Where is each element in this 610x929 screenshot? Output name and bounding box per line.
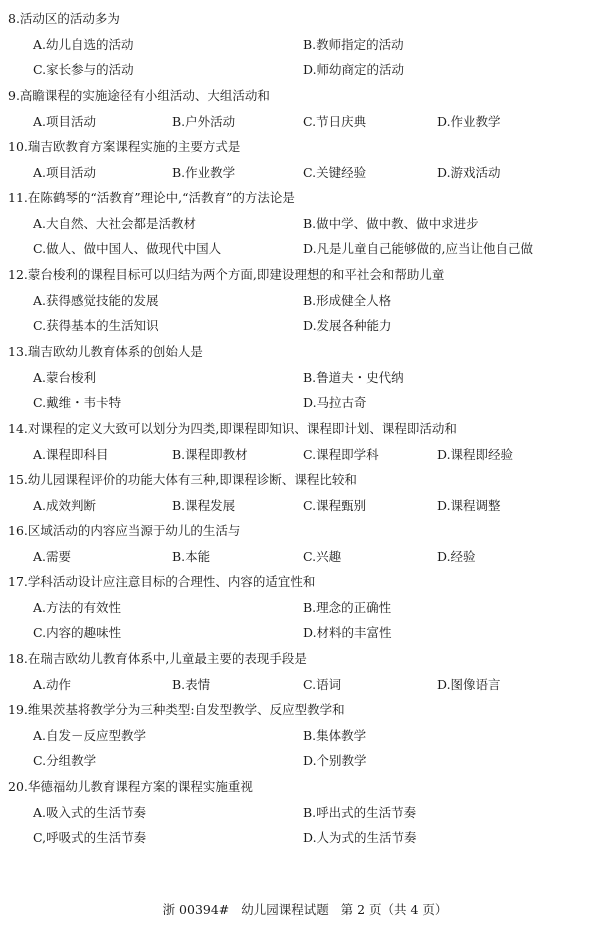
question-14-stem: 14.对课程的定义大致可以划分为四类,即课程即知识、课程即计划、课程即活动和 xyxy=(8,421,457,436)
question-17-option-a: A.方法的有效性 xyxy=(33,600,122,615)
question-19-option-b: B.集体教学 xyxy=(303,728,367,743)
question-13-stem: 13.瑞吉欧幼儿教育体系的创始人是 xyxy=(8,344,203,359)
question-20-option-d: D.人为式的生活节奏 xyxy=(303,830,417,845)
question-9-option-d: D.作业教学 xyxy=(437,114,501,129)
question-19-option-a: A.自发－反应型教学 xyxy=(33,728,147,743)
question-11-option-b: B.做中学、做中教、做中求进步 xyxy=(303,216,479,231)
question-8-option-a: A.幼儿自选的活动 xyxy=(33,37,134,52)
question-8-option-d: D.师幼商定的活动 xyxy=(303,62,405,77)
question-16-option-c: C.兴趣 xyxy=(303,549,342,564)
question-14-option-a: A.课程即科目 xyxy=(33,447,109,462)
question-17-option-d: D.材料的丰富性 xyxy=(303,625,392,640)
question-11-option-c: C.做人、做中国人、做现代中国人 xyxy=(33,241,222,256)
question-11-option-d: D.凡是儿童自己能够做的,应当让他自己做 xyxy=(303,241,534,256)
question-10-option-b: B.作业教学 xyxy=(172,165,236,180)
question-15-option-b: B.课程发展 xyxy=(172,498,236,513)
question-17-stem: 17.学科活动设计应注意目标的合理性、内容的适宜性和 xyxy=(8,574,316,589)
question-13-option-d: D.马拉古奇 xyxy=(303,395,367,410)
question-9-option-b: B.户外活动 xyxy=(172,114,236,129)
question-14-option-b: B.课程即教材 xyxy=(172,447,248,462)
question-11-stem: 11.在陈鹤琴的“活教育”理论中,“活教育”的方法论是 xyxy=(8,190,295,205)
question-11-option-a: A.大自然、大社会都是活教材 xyxy=(33,216,197,231)
question-15-option-c: C.课程甄别 xyxy=(303,498,367,513)
question-14-option-c: C.课程即学科 xyxy=(303,447,379,462)
question-15-stem: 15.幼儿园课程评价的功能大体有三种,即课程诊断、课程比较和 xyxy=(8,472,357,487)
question-12-option-c: C.获得基本的生活知识 xyxy=(33,318,159,333)
question-12-stem: 12.蒙台梭利的课程目标可以归结为两个方面,即建设理想的和平社会和帮助儿童 xyxy=(8,267,445,282)
question-19-option-c: C.分组教学 xyxy=(33,753,97,768)
page-footer: 浙 00394# 幼儿园课程试题 第 2 页（共 4 页） xyxy=(162,902,448,917)
question-20-stem: 20.华德福幼儿教育课程方案的课程实施重视 xyxy=(8,779,253,794)
question-10-option-a: A.项目活动 xyxy=(33,165,97,180)
question-20-option-b: B.呼出式的生活节奏 xyxy=(303,805,417,820)
question-18-stem: 18.在瑞吉欧幼儿教育体系中,儿童最主要的表现手段是 xyxy=(8,651,307,666)
question-9-option-c: C.节日庆典 xyxy=(303,114,367,129)
question-17-option-c: C.内容的趣味性 xyxy=(33,625,122,640)
question-10-option-c: C.关键经验 xyxy=(303,165,367,180)
question-17-option-b: B.理念的正确性 xyxy=(303,600,392,615)
question-10-stem: 10.瑞吉欧教育方案课程实施的主要方式是 xyxy=(8,139,241,154)
question-16-option-d: D.经验 xyxy=(437,549,476,564)
question-9-stem: 9.高瞻课程的实施途径有小组活动、大组活动和 xyxy=(8,88,270,103)
question-8-stem: 8.活动区的活动多为 xyxy=(8,11,120,26)
question-14-option-d: D.课程即经验 xyxy=(437,447,514,462)
question-12-option-d: D.发展各种能力 xyxy=(303,318,392,333)
question-18-option-b: B.表情 xyxy=(172,677,211,692)
question-18-option-c: C.语词 xyxy=(303,677,342,692)
question-15-option-a: A.成效判断 xyxy=(33,498,97,513)
question-16-stem: 16.区域活动的内容应当源于幼儿的生活与 xyxy=(8,523,241,538)
question-13-option-c: C.戴维・韦卡特 xyxy=(33,395,122,410)
question-8-option-b: B.教师指定的活动 xyxy=(303,37,404,52)
question-12-option-a: A.获得感觉技能的发展 xyxy=(33,293,159,308)
question-16-option-a: A.需要 xyxy=(33,549,72,564)
question-15-option-d: D.课程调整 xyxy=(437,498,501,513)
question-18-option-a: A.动作 xyxy=(33,677,72,692)
question-18-option-d: D.图像语言 xyxy=(437,677,501,692)
question-19-option-d: D.个别教学 xyxy=(303,753,367,768)
question-13-option-b: B.鲁道夫・史代纳 xyxy=(303,370,404,385)
question-13-option-a: A.蒙台梭利 xyxy=(33,370,97,385)
question-8-option-c: C.家长参与的活动 xyxy=(33,62,134,77)
question-9-option-a: A.项目活动 xyxy=(33,114,97,129)
question-20-option-c: C,呼吸式的生活节奏 xyxy=(33,830,147,845)
question-20-option-a: A.吸入式的生活节奏 xyxy=(33,805,147,820)
question-12-option-b: B.形成健全人格 xyxy=(303,293,392,308)
question-19-stem: 19.维果茨基将教学分为三种类型:自发型教学、反应型教学和 xyxy=(8,702,345,717)
question-16-option-b: B.本能 xyxy=(172,549,211,564)
question-10-option-d: D.游戏活动 xyxy=(437,165,501,180)
